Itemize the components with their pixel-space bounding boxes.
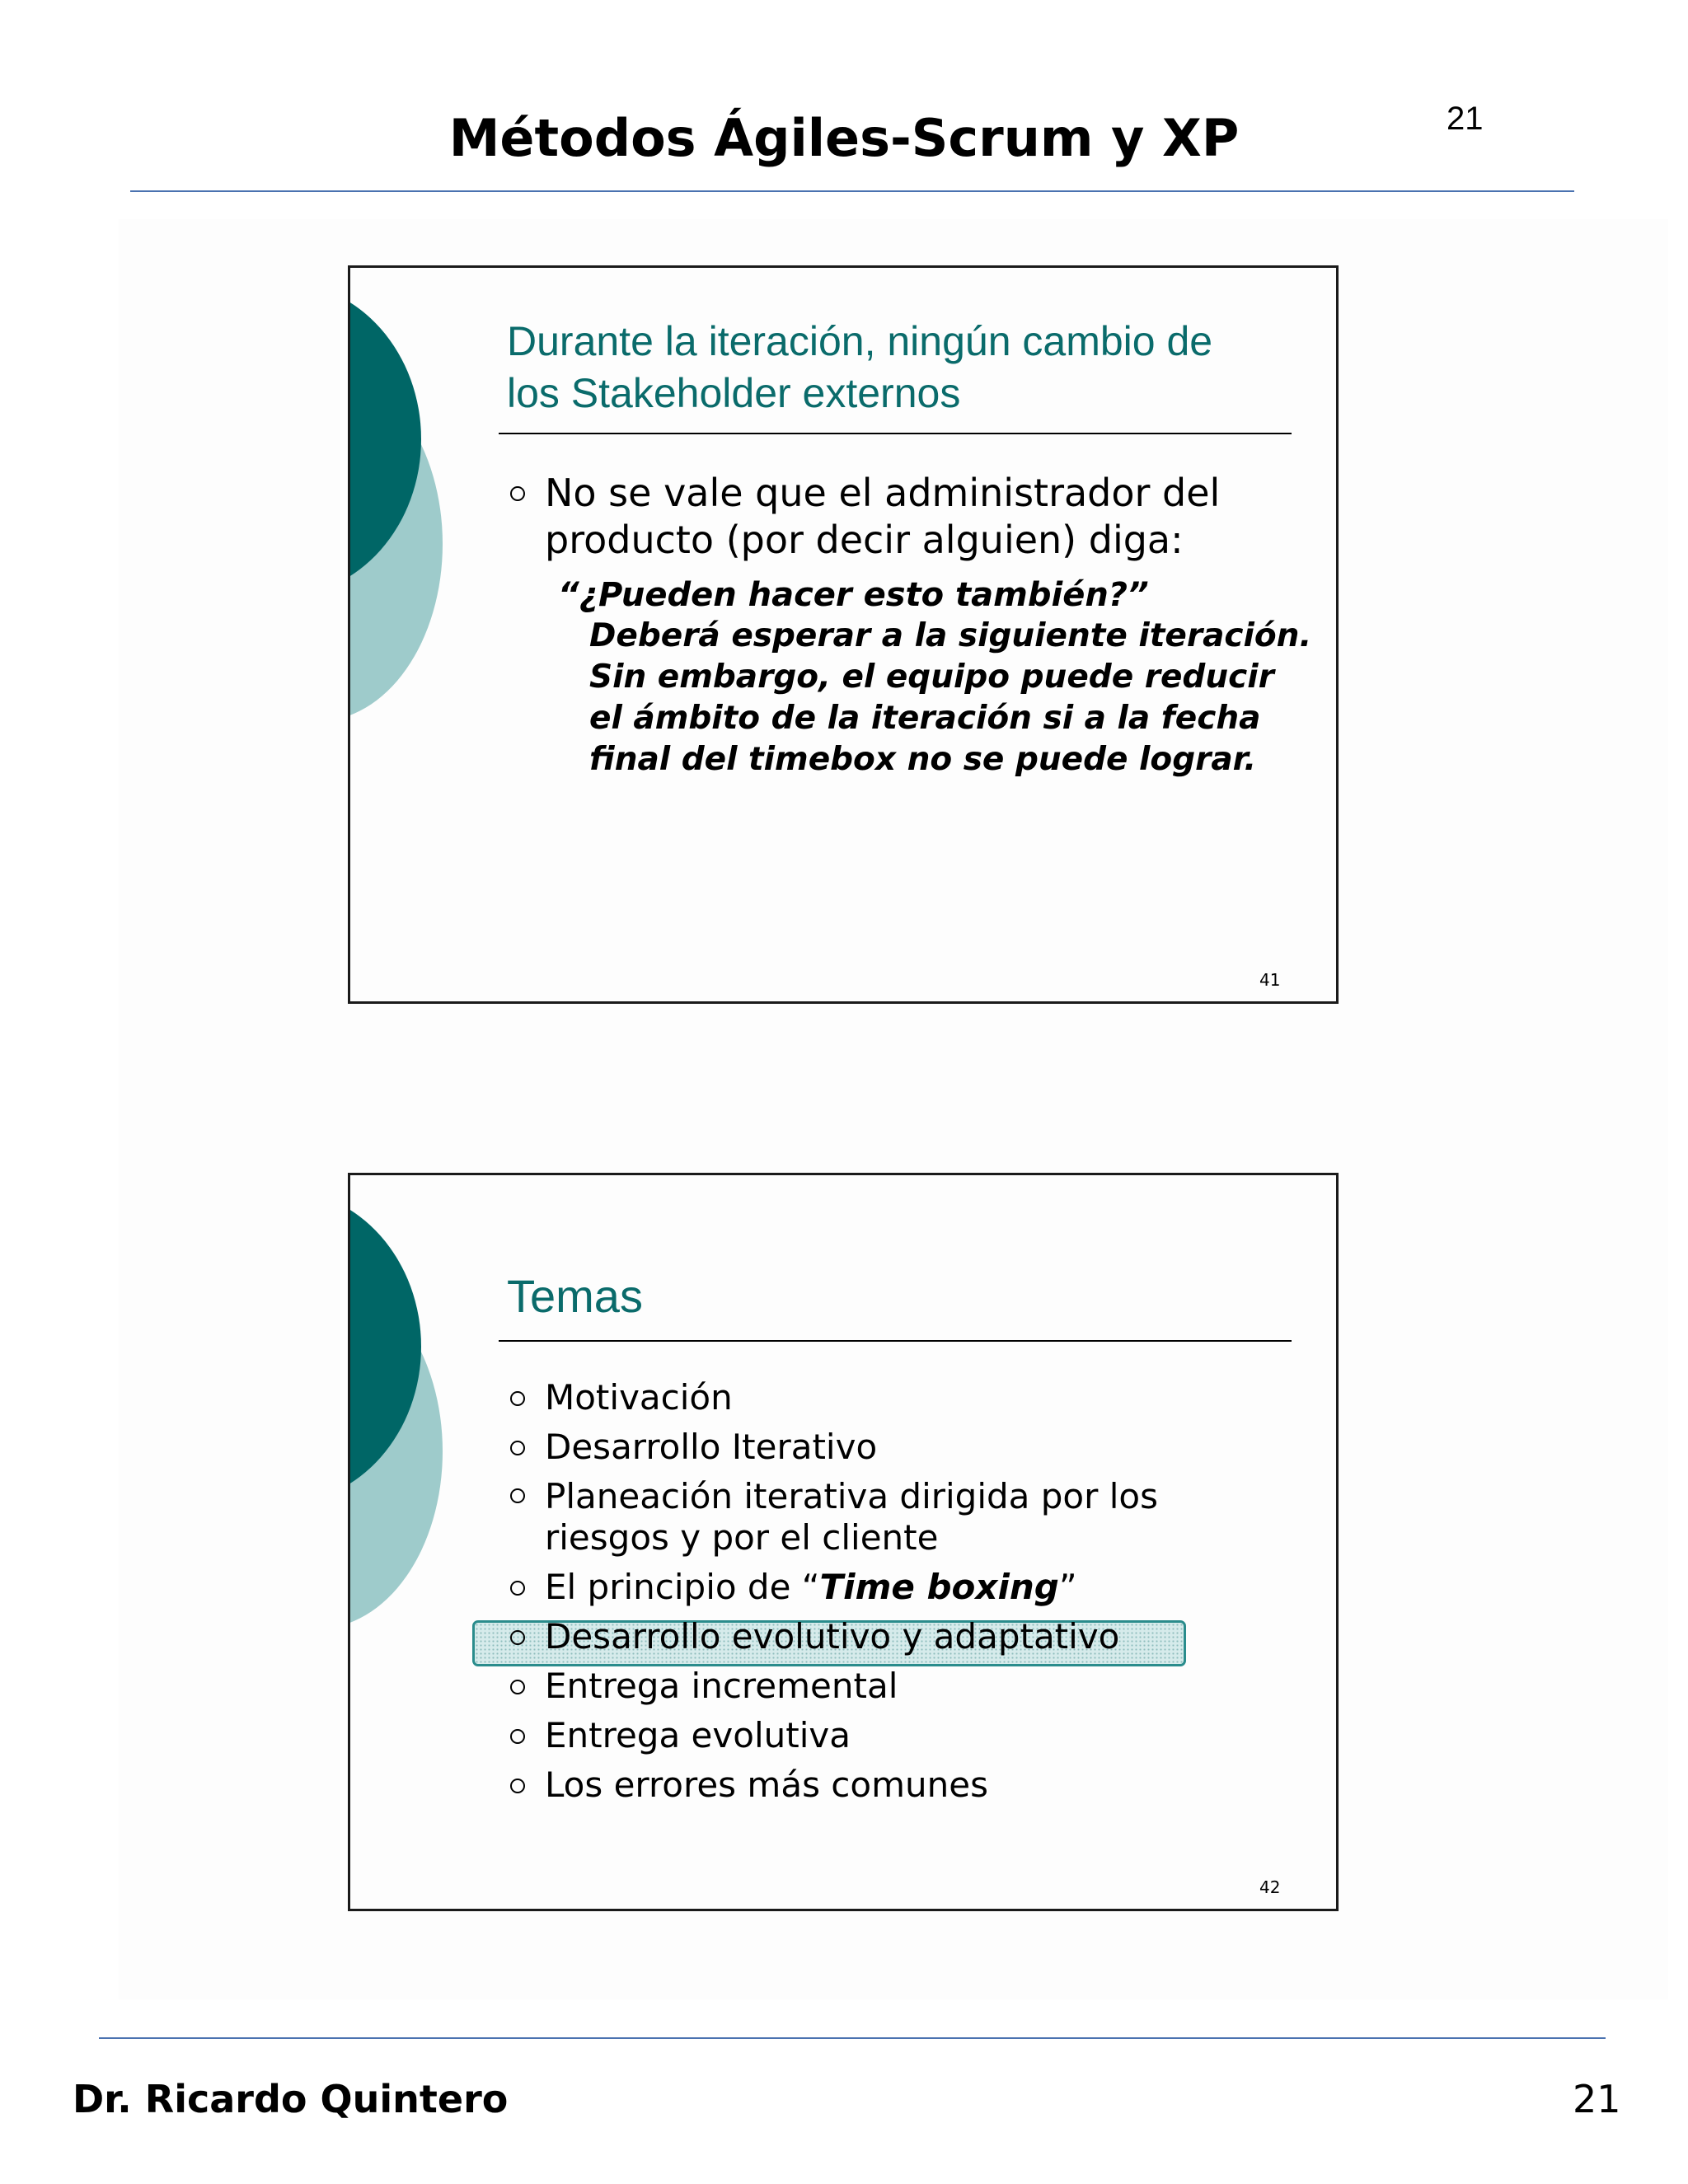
slide-title-line: Durante la iteración, ningún cambio de	[507, 318, 1213, 364]
hollow-circle-bullet-icon	[510, 1630, 525, 1645]
topic-item: Planeación iterativa dirigida por los riesgos y por el cliente	[507, 1472, 1158, 1563]
slide-title-divider	[499, 1340, 1292, 1342]
page-title: Métodos Ágiles-Scrum y XP	[448, 108, 1240, 168]
page-number-top: 21	[1447, 101, 1484, 137]
quote-explanation: Deberá esperar a la siguiente iteración. Sin embargo, el equipo puede reducir el ámbito de la iteración si a la fecha final del timebox no se puede lograr.	[589, 617, 1312, 778]
topic-item: Los errores más comunes	[507, 1760, 1158, 1810]
bullet-item	[507, 470, 1220, 564]
quote-text: “¿Pueden hacer esto también?”	[558, 576, 1149, 614]
slide-42	[348, 1173, 1339, 1911]
hollow-circle-bullet-icon	[510, 1391, 525, 1406]
topic-item: El principio de “Time boxing”	[507, 1563, 1158, 1612]
topics-list	[507, 1373, 1158, 1810]
bullet-list	[507, 470, 1220, 564]
hollow-circle-bullet-icon	[510, 1729, 525, 1744]
topic-item-highlighted: Desarrollo evolutivo y adaptativo	[507, 1612, 1158, 1661]
slide-title-line: los Stakeholder externos	[507, 370, 961, 416]
slide-number: 42	[1259, 1877, 1281, 1897]
hollow-circle-bullet-icon	[510, 1488, 525, 1503]
slide-title	[507, 316, 1298, 419]
bullet-text-line: No se vale que el administrador del	[545, 471, 1221, 515]
slide-41	[348, 265, 1339, 1004]
page-number-bottom: 21	[1573, 2077, 1621, 2121]
topic-item: Entrega incremental	[507, 1661, 1158, 1711]
topic-item: Motivación	[507, 1373, 1158, 1422]
emphasized-term: Time boxing	[819, 1567, 1059, 1607]
footer-author: Dr. Ricardo Quintero	[73, 2077, 509, 2121]
hollow-circle-bullet-icon	[510, 1441, 525, 1455]
topic-item: Desarrollo Iterativo	[507, 1422, 1158, 1472]
slide-number: 41	[1259, 970, 1281, 990]
hollow-circle-bullet-icon	[510, 1581, 525, 1596]
hollow-circle-bullet-icon	[510, 1680, 525, 1694]
topic-item: Entrega evolutiva	[507, 1711, 1158, 1760]
bullet-text-line: producto (por decir alguien) diga:	[545, 518, 1184, 562]
header-divider	[130, 190, 1574, 192]
slide-title-divider	[499, 433, 1292, 434]
hollow-circle-bullet-icon	[510, 486, 525, 501]
hollow-circle-bullet-icon	[510, 1779, 525, 1793]
footer-divider	[99, 2037, 1606, 2039]
slide-title: Temas	[507, 1270, 643, 1322]
